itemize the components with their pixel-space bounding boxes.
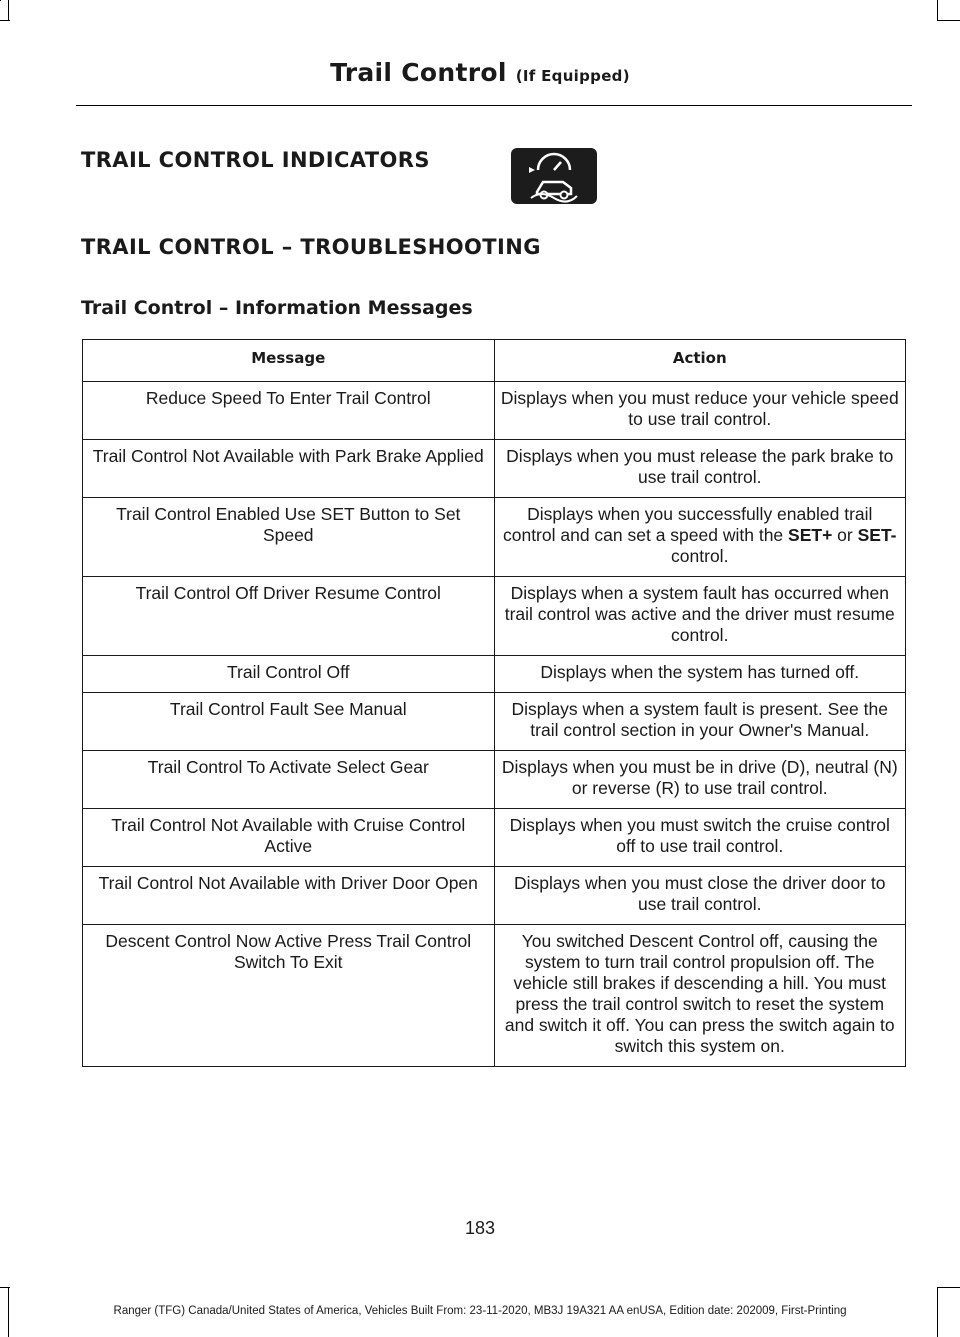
crop-mark-top-left-v <box>8 0 9 20</box>
crop-mark-bottom-left-h <box>0 1287 10 1288</box>
crop-mark-bottom-right-h <box>937 1287 960 1288</box>
message-cell: Trail Control To Activate Select Gear <box>83 751 495 809</box>
table-row <box>83 382 906 440</box>
crop-mark-top-left-h <box>0 20 10 21</box>
action-cell: Displays when you must reduce your vehicle speed to use trail control. <box>494 382 906 440</box>
action-cell: Displays when you must be in drive (D), neutral (N) or reverse (R) to use trail control. <box>494 751 906 809</box>
action-cell: Displays when you must close the driver door to use trail control. <box>494 867 906 925</box>
action-cell <box>494 498 906 577</box>
indicators-heading: TRAIL CONTROL INDICATORS <box>81 148 430 172</box>
message-cell: Trail Control Off Driver Resume Control <box>83 577 495 656</box>
action-cell: Displays when you must release the park brake to use trail control. <box>494 440 906 498</box>
table-header-row <box>83 340 906 382</box>
header-rule <box>76 105 912 106</box>
message-cell: Trail Control Fault See Manual <box>83 693 495 751</box>
table-row <box>83 751 906 809</box>
table-row <box>83 867 906 925</box>
action-cell: Displays when a system fault has occurred when trail control was active and the driver must resume control. <box>494 577 906 656</box>
header-title-sub: (If Equipped) <box>515 67 630 85</box>
crop-mark-top-right-v <box>937 0 938 20</box>
information-messages-subheading: Trail Control – Information Messages <box>81 297 473 319</box>
table-row <box>83 577 906 656</box>
page-header-title <box>0 58 960 87</box>
table-row <box>83 693 906 751</box>
action-text: or <box>832 525 858 545</box>
action-text: control. <box>671 546 729 566</box>
trail-control-indicator-icon <box>511 148 597 204</box>
crop-mark-top-right-h <box>937 20 960 21</box>
crop-mark-top-left <box>0 0 1 1</box>
action-cell: Displays when the system has turned off. <box>494 656 906 693</box>
information-messages-table <box>82 339 906 1067</box>
column-header-action: Action <box>494 340 906 382</box>
column-header-message: Message <box>83 340 495 382</box>
table-row <box>83 925 906 1067</box>
action-cell: You switched Descent Control off, causing the system to turn trail control propulsion off. The vehicle still brakes if descending a hill. You must press the trail control switch to reset the system and switch it off. You can press the switch again to switch this system on. <box>494 925 906 1067</box>
message-cell: Trail Control Enabled Use SET Button to Set Speed <box>83 498 495 577</box>
page-number: 183 <box>464 1218 496 1238</box>
message-cell: Trail Control Not Available with Driver Door Open <box>83 867 495 925</box>
action-cell: Displays when a system fault is present. See the trail control section in your Owner's Manual. <box>494 693 906 751</box>
header-title-text: Trail Control <box>330 58 507 87</box>
table-row <box>83 498 906 577</box>
set-minus-control: SET- <box>857 525 897 545</box>
set-plus-control: SET+ <box>788 525 833 545</box>
table-row <box>83 809 906 867</box>
page-footer: Ranger (TFG) Canada/United States of America, Vehicles Built From: 23-11-2020, MB3J 19A321 AA enUSA, Edition date: 202009, First-Printing <box>113 1305 847 1317</box>
troubleshooting-heading: TRAIL CONTROL – TROUBLESHOOTING <box>81 235 541 259</box>
message-cell: Trail Control Off <box>83 656 495 693</box>
table-row <box>83 440 906 498</box>
action-text: Displays when you successfully enabled trail control and can set a speed with the <box>502 504 873 545</box>
message-cell: Descent Control Now Active Press Trail Control Switch To Exit <box>83 925 495 1067</box>
message-cell: Reduce Speed To Enter Trail Control <box>83 382 495 440</box>
message-cell: Trail Control Not Available with Park Brake Applied <box>83 440 495 498</box>
table-row <box>83 656 906 693</box>
action-cell: Displays when you must switch the cruise control off to use trail control. <box>494 809 906 867</box>
message-cell: Trail Control Not Available with Cruise Control Active <box>83 809 495 867</box>
